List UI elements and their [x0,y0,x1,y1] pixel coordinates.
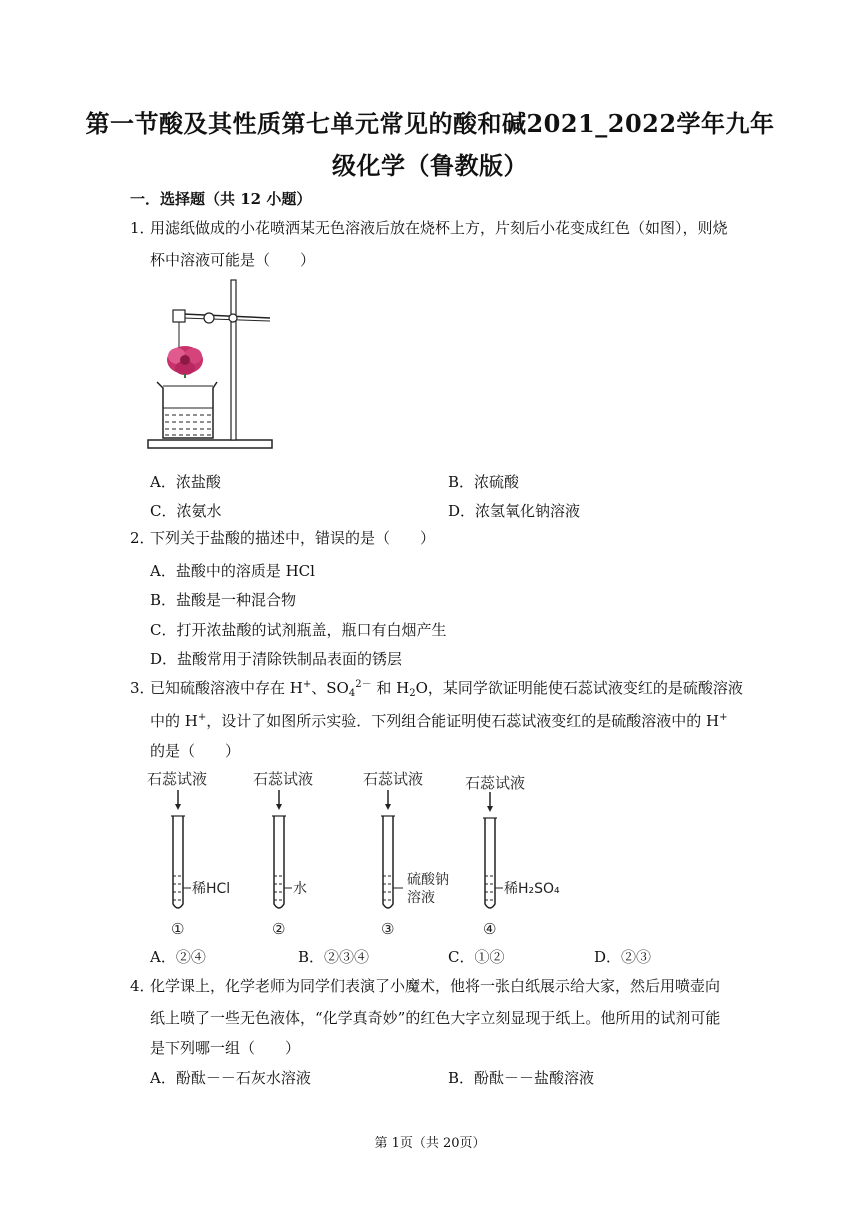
question-4-line-2: 纸上喷了一些无色液体，“化学真奇妙”的红色大字立刻显现于纸上。他所用的试剂可能 [150,1009,721,1027]
question-1-stem-line-2: 杯中溶液可能是（ ） [150,251,316,269]
test-tube-2 [272,790,307,938]
question-2-option-a: A．盐酸中的溶质是 HCl [150,562,315,580]
q3-sup-plus: + [302,679,312,690]
tube-4-label: 稀H₂SO₄ [504,881,560,897]
question-1-stem-line-1: 用滤纸做成的小花喷洒某无色溶液后放在烧杯上方，片刻后小花变成红色（如图），则烧 [150,219,728,237]
q3-l2-text-b: ，设计了如图所示实验．下列组合能证明使石蕊试液变红的是硫酸溶液中的 H [206,712,720,730]
tube-3-number: ③ [381,920,395,938]
question-2-number: 2． [130,529,155,547]
q3-text-d: O，某同学欲证明能使石蕊试液变红的是硫酸溶液 [415,679,743,697]
section-heading: 一．选择题（共 12 小题） [130,190,312,208]
question-4 [130,972,750,1001]
tube-2-number: ② [272,920,286,938]
title-line-1: 第一节酸及其性质第七单元常见的酸和碱2021_2022学年九年 [85,109,775,138]
question-3-line-2 [150,710,728,731]
test-tube-1 [171,790,230,938]
q3-sub-4: 4 [348,688,356,699]
q3-sup-2minus: 2－ [355,679,372,690]
q3-sub-2: 2 [409,688,416,699]
tube-4-number: ④ [483,920,497,938]
tube-1-label: 稀HCl [192,881,231,897]
tube-1-number: ① [171,920,185,938]
question-3-number: 3． [130,679,155,697]
stand-rod [231,280,236,440]
question-1-option-a: A．浓盐酸 [150,473,221,491]
question-4-number: 4． [130,977,155,995]
question-3-option-c: C．①② [448,948,505,966]
litmus-label-3: 石蕊试液 [363,770,424,788]
question-3-option-d: D．②③ [594,948,652,966]
question-4-option-a: A．酚酞－－石灰水溶液 [150,1069,311,1087]
title-line-2: 级化学（鲁教版） [332,151,528,180]
question-4-line-3: 是下列哪一组（ ） [150,1039,301,1057]
q3-l2-sup2: + [719,712,728,723]
question-1-option-c: C．浓氨水 [150,502,222,520]
test-tube-4 [483,792,560,938]
question-3 [130,674,750,703]
question-1-option-b: B．浓硫酸 [448,473,520,491]
litmus-label-1: 石蕊试液 [147,770,208,788]
page-footer: 第 1页（共 20页） [374,1136,486,1151]
litmus-label-2: 石蕊试液 [253,770,314,788]
test-tube-3 [381,790,449,938]
q3-l2-text-a: 中的 H [150,712,198,730]
question-1-option-d: D．浓氢氧化钠溶液 [448,502,581,520]
q3-text-c: 和 H [371,679,410,697]
question-3-option-a: A．②④ [150,948,206,966]
q3-l2-sup: + [197,712,207,723]
q3-text-a: 已知硫酸溶液中存在 H [150,679,303,697]
question-2-option-d: D．盐酸常用于清除铁制品表面的锈层 [150,650,403,668]
question-3-option-b: B．②③④ [298,948,370,966]
tube-2-label: 水 [293,881,307,897]
question-1-figure [145,278,275,450]
question-4-option-b: B．酚酞－－盐酸溶液 [448,1069,595,1087]
question-1-number: 1． [130,219,155,237]
flower-icon [167,346,203,378]
question-2-option-c: C．打开浓盐酸的试剂瓶盖，瓶口有白烟产生 [150,621,447,639]
question-2 [130,524,730,553]
question-3-line-3: 的是（ ） [150,742,241,760]
question-3-figure [145,768,595,940]
question-4-line-1: 化学课上，化学老师为同学们表演了小魔术，他将一张白纸展示给大家，然后用喷壶向 [150,977,721,995]
q3-text-b: 、SO [311,679,349,697]
beaker [157,382,217,438]
question-2-option-b: B．盐酸是一种混合物 [150,591,297,609]
litmus-label-4: 石蕊试液 [465,774,526,792]
question-1 [130,214,730,243]
question-2-stem: 下列关于盐酸的描述中，错误的是（ ） [150,529,436,547]
clamp-arm [183,314,270,318]
stand-base [148,440,272,448]
tube-3-label-line-2: 溶液 [407,890,435,906]
tube-3-label-line-1: 硫酸钠 [407,872,449,888]
